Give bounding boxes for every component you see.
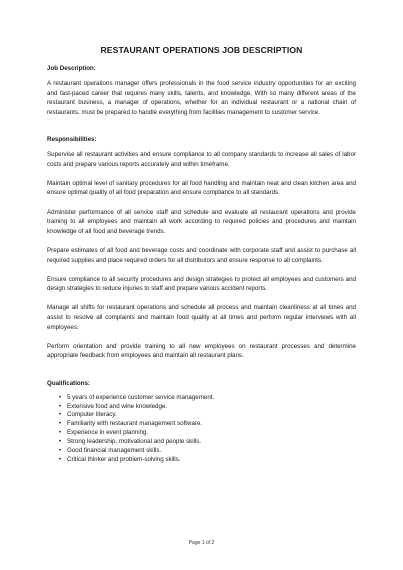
responsibility-paragraph: Ensure compliance to all security procedures and design strategies to protect all employees and customers and design strategies to reduce injuries to staff and prepare various accident reports.: [47, 275, 356, 293]
qualification-text: Strong leadership, motivational and people skills.: [67, 438, 202, 446]
qualification-text: Good financial management skills.: [67, 447, 162, 455]
responsibility-paragraph: Perform orientation and provide training to all new employees on restaurant processes and determine appropriate feedback from employees and maintain all restaurant plans.: [47, 342, 356, 360]
bullet-icon: •: [59, 393, 62, 401]
qualification-text: Critical thinker and problem-solving skills.: [67, 455, 181, 463]
responsibility-paragraph: Manage all shifts for restaurant operations and schedule all process and maintain cleanliness at all times and assist to resolve all complaints and maintain food quality at all times and perform regular interviews with all employees.: [47, 304, 356, 331]
list-item: [57, 411, 356, 420]
qualification-text: Extensive food and wine knowledge.: [67, 402, 168, 410]
job-description-text: A restaurant operations manager offers professionals in the food service industry opportunities for an exciting and fast-paced career that requires many skills, talents, and knowledge. With so many different areas of the restaurant business, a manager of operations, whether for an individual restaurant or a national chain of restaurants, must be prepared to handle everything from facilities management to customer service.: [47, 80, 356, 116]
bullet-icon: •: [59, 402, 62, 410]
responsibilities-heading: Responsibilities:: [47, 135, 97, 143]
responsibility-paragraph: Prepare estimates of all food and beverage costs and coordinate with corporate staff and assist to purchase all required supplies and place required orders for all distributors and ensure response to all complaints.: [47, 246, 356, 264]
qualifications-heading: Qualifications:: [47, 379, 90, 387]
list-item: [57, 394, 356, 403]
qualification-text: Familiarity with restaurant management software.: [67, 420, 203, 428]
list-item: [57, 429, 356, 438]
page-number: Page 1 of 2: [188, 540, 215, 546]
responsibility-paragraph: Administer performance of all service staff and schedule and evaluate all restaurant operations and provide training to all employees and maintain all work according to required policies and procedures and maintain knowledge of all food and beverage trends.: [47, 208, 356, 235]
bullet-icon: •: [59, 438, 62, 446]
bullet-icon: •: [59, 420, 62, 428]
bullet-icon: •: [59, 455, 62, 463]
qualifications-list: [47, 394, 356, 465]
bullet-icon: •: [59, 411, 62, 419]
responsibility-paragraph: Maintain optimal level of sanitary procedures for all food handling and maintain neat and clean kitchen area and ensure optimal quality of all food preparation and ensure compliance to all standards.: [47, 179, 356, 197]
qualification-text: 5 years of experience customer service management.: [67, 393, 215, 401]
list-item: [57, 438, 356, 447]
responsibility-paragraph: Supervise all restaurant activities and ensure compliance to all company standards to increase all sales of labor costs and prepare various reports accurately and within timeframe.: [47, 150, 356, 168]
qualification-text: Computer literacy.: [67, 411, 117, 419]
job-description-heading: Job Description:: [47, 65, 96, 72]
list-item: [57, 403, 356, 412]
bullet-icon: •: [59, 429, 62, 437]
list-item: [57, 447, 356, 456]
list-item: [57, 456, 356, 465]
bullet-icon: •: [59, 447, 62, 455]
qualification-text: Experience in event planning.: [67, 429, 149, 437]
list-item: [57, 420, 356, 429]
document-title: RESTAURANT OPERATIONS JOB DESCRIPTION: [100, 45, 303, 55]
